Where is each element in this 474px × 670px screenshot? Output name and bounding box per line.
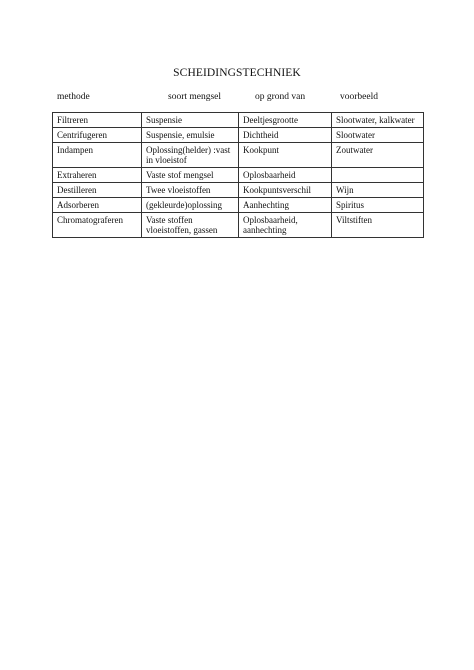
table-row [53, 183, 424, 198]
cell-voorbeeld: Slootwater [332, 128, 424, 143]
cell-methode: Indampen [53, 143, 142, 168]
cell-soort-mengsel: Suspensie [142, 113, 239, 128]
cell-op-grond-van: Oplosbaarheid, aanhechting [239, 213, 332, 238]
table-row [53, 128, 424, 143]
cell-op-grond-van: Kookpuntsverschil [239, 183, 332, 198]
column-header-voorbeeld: voorbeeld [340, 92, 378, 102]
cell-soort-mengsel: Oplossing(helder) :vast in vloeistof [142, 143, 239, 168]
page-title: SCHEIDINGSTECHNIEK [173, 67, 301, 79]
cell-methode: Destilleren [53, 183, 142, 198]
separation-techniques-table [52, 112, 424, 238]
cell-soort-mengsel: Suspensie, emulsie [142, 128, 239, 143]
column-header-op-grond-van: op grond van [255, 92, 306, 102]
table-row [53, 198, 424, 213]
cell-voorbeeld: Zoutwater [332, 143, 424, 168]
cell-voorbeeld: Viltstiften [332, 213, 424, 238]
cell-voorbeeld: Slootwater, kalkwater [332, 113, 424, 128]
cell-op-grond-van: Aanhechting [239, 198, 332, 213]
cell-op-grond-van: Dichtheid [239, 128, 332, 143]
cell-methode: Chromatograferen [53, 213, 142, 238]
column-header-soort-mengsel: soort mengsel [168, 92, 222, 102]
cell-voorbeeld: Spiritus [332, 198, 424, 213]
cell-soort-mengsel: Twee vloeistoffen [142, 183, 239, 198]
column-header-methode: methode [57, 92, 90, 102]
cell-op-grond-van: Oplosbaarheid [239, 168, 332, 183]
cell-voorbeeld: Wijn [332, 183, 424, 198]
cell-methode: Extraheren [53, 168, 142, 183]
cell-op-grond-van: Deeltjesgrootte [239, 113, 332, 128]
cell-methode: Centrifugeren [53, 128, 142, 143]
cell-soort-mengsel: Vaste stoffen vloeistoffen, gassen [142, 213, 239, 238]
cell-methode: Adsorberen [53, 198, 142, 213]
cell-methode: Filtreren [53, 113, 142, 128]
cell-soort-mengsel: (gekleurde)oplossing [142, 198, 239, 213]
table-row [53, 213, 424, 238]
cell-op-grond-van: Kookpunt [239, 143, 332, 168]
cell-voorbeeld [332, 168, 424, 183]
table-row [53, 168, 424, 183]
cell-soort-mengsel: Vaste stof mengsel [142, 168, 239, 183]
table-row [53, 143, 424, 168]
table-row [53, 113, 424, 128]
